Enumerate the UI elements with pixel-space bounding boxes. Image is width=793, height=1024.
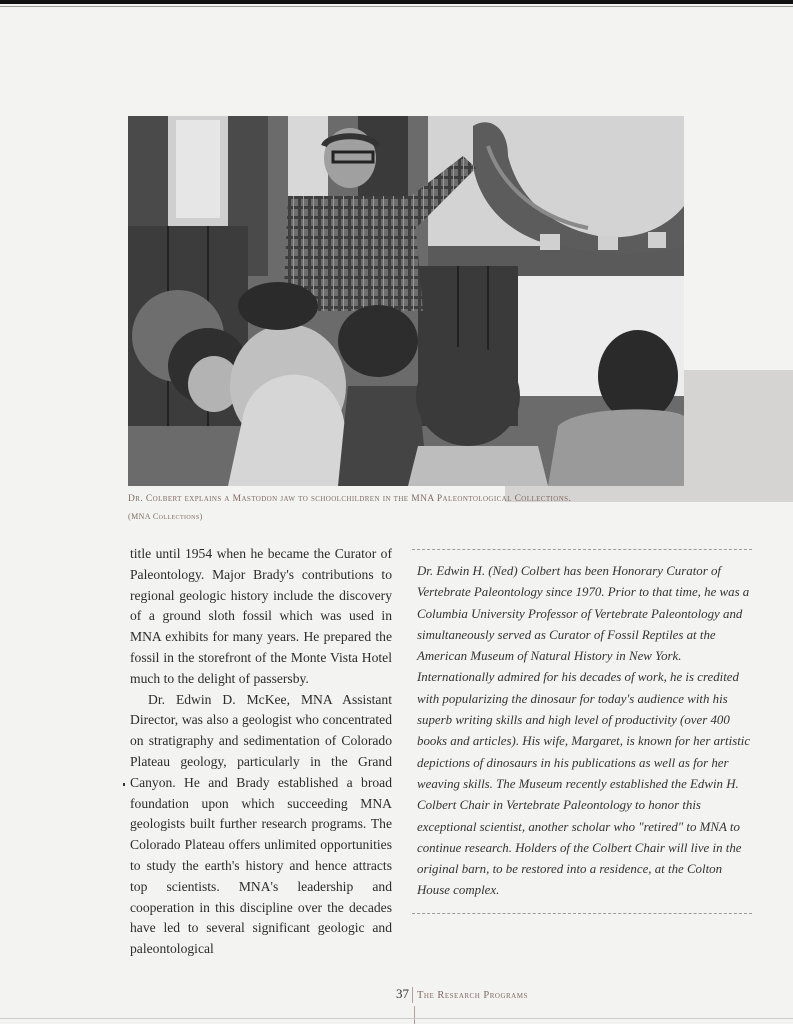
- colbert-sidebar: [412, 549, 752, 914]
- sidebar-text: Dr. Edwin H. (Ned) Colbert has been Honorary Curator of Vertebrate Paleontology since 1970. Prior to that time, he was a Columbia University Professor of Vertebrate Paleontology and simultaneously served as Curator of Fossil Reptiles at the American Museum of Natural History in New York. Internationally admired for his decades of work, he is credited with popularizing the dinosaur for today's audience with his superb writing skills and high level of productivity (over 400 books and articles). His wife, Margaret, is known for her artistic depictions of dinosaurs in his publications as well as for her weaving skills. The Museum recently established the Edwin H. Colbert Chair in Vertebrate Paleontology to honor this exceptional scientist, another scholar who "retired" to MNA to continue research. Holders of the Colbert Chair will live in the original barn, to be restored into a residence, at the Colton House complex.: [417, 564, 751, 898]
- body-column: [130, 544, 392, 960]
- body-paragraph-2: Dr. Edwin D. McKee, MNA Assistant Director, was also a geologist who concentrated on stratigraphy and sedimentation of Colorado Plateau geology, particularly in the Grand Canyon. He and Brady established a broad foundation upon which succeeding MNA geologists built further research programs. The Colorado Plateau offers unlimited opportunities to study the earth's history and hence attracts top scientists. MNA's leadership and cooperation in this discipline over the decades have led to several significant geologic and paleontological: [130, 691, 392, 957]
- page-number: 37: [396, 986, 409, 1001]
- bottom-rule: [0, 1018, 793, 1019]
- body-paragraph-1: title until 1954 when he became the Curator of Paleontology. Major Brady's contributions to regional geologic history include the discovery of a ground sloth fossil which was used in MNA exhibits for many years. He prepared the fossil in the storefront of the Monte Vista Hotel much to the delight of passersby.: [130, 546, 392, 686]
- top-rule: [0, 0, 793, 4]
- page-footer: [396, 986, 528, 1003]
- margin-mark: [123, 783, 125, 786]
- footer-divider: [412, 987, 413, 1003]
- top-rule-thin: [0, 6, 793, 7]
- footer-tick: [414, 1006, 415, 1024]
- photo-illustration: [128, 116, 684, 486]
- caption-credit: (MNA Collections): [128, 512, 203, 521]
- museum-photo: [128, 116, 684, 486]
- caption-text: Dr. Colbert explains a Mastodon jaw to schoolchildren in the MNA Paleontological Collections.: [128, 494, 572, 504]
- section-title: The Research Programs: [417, 990, 528, 1001]
- photo-caption: [128, 491, 688, 525]
